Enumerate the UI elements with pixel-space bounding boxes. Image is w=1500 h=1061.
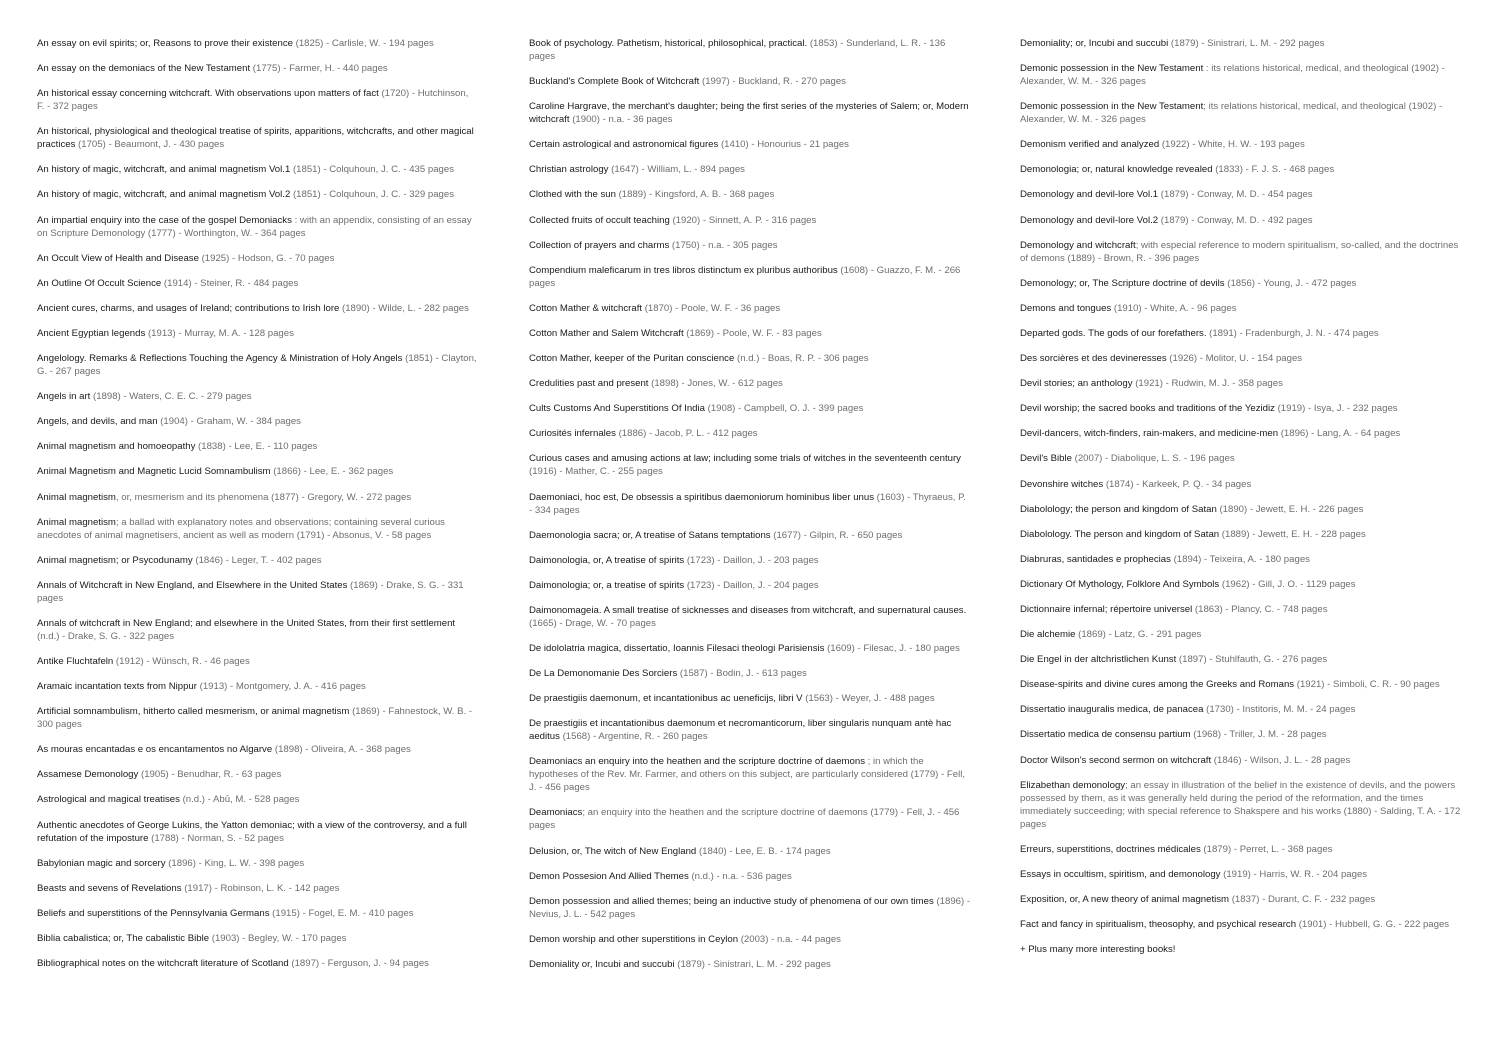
book-details: (1910) - White, A. - 96 pages <box>1111 302 1237 314</box>
book-entry <box>529 491 971 517</box>
book-title: Dictionary Of Mythology, Folklore And Symbols <box>1020 578 1220 590</box>
book-entry <box>529 452 971 478</box>
book-title: Demonology and devil-lore Vol.2 <box>1020 214 1159 226</box>
book-title: Angelology. Remarks & Reflections Touching the Agency & Ministration of Holy Angels <box>37 353 403 365</box>
book-details: (1851) - Clayton, G. - 267 pages <box>37 353 477 378</box>
book-column-2 <box>529 37 971 983</box>
book-title: Devil worship; the sacred books and traditions of the Yezidiz <box>1020 403 1275 415</box>
book-details: (1603) - Thyraeus, P. - 334 pages <box>529 491 966 516</box>
book-entry <box>37 125 477 151</box>
book-title: Antike Fluchtafeln <box>37 655 114 667</box>
book-entry <box>1020 653 1462 666</box>
book-details: (1853) - Sunderland, L. R. - 136 pages <box>529 38 946 62</box>
book-details: (1900) - n.a. - 36 pages <box>569 114 673 126</box>
book-details: (1838) - Lee, E. - 110 pages <box>195 441 318 453</box>
book-entry <box>529 579 971 592</box>
book-title: Animal Magnetism and Magnetic Lucid Somnambulism <box>37 466 271 478</box>
book-title: Des sorcières et des devineresses <box>1020 353 1167 365</box>
book-entry <box>1020 528 1462 541</box>
book-entry <box>37 87 477 113</box>
book-entry <box>1020 678 1462 691</box>
book-details: (1962) - Gill, J. O. - 1129 pages <box>1219 578 1356 590</box>
book-entry <box>37 743 477 756</box>
book-title: Astrological and magical treatises <box>37 794 180 806</box>
book-title: Demonology and devil-lore Vol.1 <box>1020 189 1159 201</box>
book-entry <box>37 957 477 970</box>
book-title: Buckland's Complete Book of Witchcraft <box>529 76 700 88</box>
book-details: (1901) - Hubbell, G. G. - 222 pages <box>1296 919 1450 930</box>
book-details: (1886) - Jacob, P. L. - 412 pages <box>615 428 758 440</box>
book-title: Demonism verified and analyzed <box>1020 139 1160 151</box>
book-title: Dissertatio inauguralis medica, de panacea <box>1020 704 1204 716</box>
book-entry <box>529 642 971 655</box>
book-entry <box>37 579 477 605</box>
book-details: (1856) - Young, J. - 472 pages <box>1224 277 1357 289</box>
book-title: Cotton Mather & witchcraft <box>529 302 643 314</box>
book-details: (1897) - Ferguson, J. - 94 pages <box>288 958 429 969</box>
book-details: (1891) - Fradenburgh, J. N. - 474 pages <box>1206 327 1379 339</box>
book-entry <box>37 163 477 176</box>
book-title: Devil's Bible <box>1020 453 1072 465</box>
book-entry <box>37 857 477 870</box>
book-title: Erreurs, superstitions, doctrines médicales <box>1020 843 1201 855</box>
book-title: Demonologia; or, natural knowledge revealed <box>1020 164 1213 176</box>
book-details: (1890) - Wilde, L. - 282 pages <box>339 302 469 314</box>
book-details: (1665) - Drage, W. - 70 pages <box>529 617 656 629</box>
book-title: An historical essay concerning witchcraft. With observations upon matters of fact <box>37 88 379 100</box>
book-title: Credulities past and present <box>529 378 649 390</box>
book-title: Animal magnetism; or Psycodunamy <box>37 554 193 566</box>
book-title: Diabolology. The person and kingdom of Satan <box>1020 528 1220 540</box>
book-entry <box>529 845 971 858</box>
book-title: Demonic possession in the New Testament <box>1020 63 1204 75</box>
book-title: Daemonologia sacra; or, A treatise of Satans temptations <box>529 529 771 541</box>
book-title: An historical, physiological and theological treatise of spirits, apparitions, witchcrafts, and other magical practices <box>37 126 474 151</box>
book-details: (1869) - Poole, W. F. - 83 pages <box>683 327 822 339</box>
book-entry <box>529 554 971 567</box>
book-title: Demon worship and other superstitions in Ceylon <box>529 933 739 945</box>
book-entry <box>529 214 971 227</box>
book-title: Doctor Wilson's second sermon on witchcraft <box>1020 754 1212 766</box>
book-details: ; in which the hypotheses of the Rev. Mr. Farmer, and others on this subject, are particularly considered (1779) - Fell, J. - 456 pages <box>529 756 966 794</box>
book-details: (1608) - Guazzo, F. M. - 266 pages <box>529 264 961 289</box>
book-details: (n.d.) - Boas, R. P. - 306 pages <box>734 353 869 365</box>
book-details: (1922) - White, H. W. - 193 pages <box>1159 139 1305 151</box>
book-column-1 <box>37 37 477 982</box>
book-details: ; a ballad with explanatory notes and observations; containing several curious anecdotes of animal magnetisers, ancient as well as modern (1791) - Absonus, V. - 58 pages <box>37 516 445 541</box>
book-title: Cotton Mather, keeper of the Puritan conscience <box>529 353 735 365</box>
book-details: (1788) - Norman, S. - 52 pages <box>148 832 284 844</box>
book-title: Annals of witchcraft in New England; and elsewhere in the United States, from their first settlement <box>37 617 456 629</box>
book-title: Ancient cures, charms, and usages of Ireland; contributions to Irish lore <box>37 302 340 314</box>
book-entry <box>1020 352 1462 365</box>
book-entry <box>37 491 477 504</box>
book-entry <box>37 188 477 201</box>
book-title: Die alchemie <box>1020 629 1076 641</box>
book-entry <box>529 870 971 883</box>
book-entry <box>37 252 477 265</box>
book-title: Beasts and sevens of Revelations <box>37 882 182 894</box>
book-entry <box>529 529 971 542</box>
book-entry <box>37 352 477 378</box>
book-details: (1846) - Leger, T. - 402 pages <box>192 554 322 566</box>
book-title: Bibliographical notes on the witchcraft literature of Scotland <box>37 958 289 969</box>
book-entry <box>529 163 971 176</box>
book-entry <box>529 692 971 705</box>
book-title: De praestigiis et incantationibus daemonum et necromanticorum, liber singularis nunquam antè hac aeditus <box>529 718 952 743</box>
book-title: An essay on evil spirits; or, Reasons to prove their existence <box>37 38 293 49</box>
book-title: Deamoniacs <box>529 807 583 819</box>
book-entry <box>1020 868 1462 881</box>
book-title: Beliefs and superstitions of the Pennsylvania Germans <box>37 907 270 919</box>
book-entry <box>1020 779 1462 831</box>
book-details: (1916) - Mather, C. - 255 pages <box>529 466 663 478</box>
book-entry <box>37 302 477 315</box>
book-entry <box>37 617 477 643</box>
book-details: (1925) - Hodson, G. - 70 pages <box>198 252 335 264</box>
book-details: , or, mesmerism and its phenomena (1877) - Gregory, W. - 272 pages <box>115 491 412 503</box>
book-details: (1833) - F. J. S. - 468 pages <box>1212 164 1335 176</box>
book-title: Daemoniaci, hoc est, De obsessis a spiritibus daemoniorum hominibus liber unus <box>529 491 875 503</box>
book-entry <box>1020 603 1462 616</box>
book-entry <box>529 138 971 151</box>
book-entry <box>1020 188 1462 201</box>
book-entry <box>1020 327 1462 340</box>
book-title: Artificial somnambulism, hitherto called mesmerism, or animal magnetism <box>37 706 350 718</box>
book-title: Daimonologia; or, a treatise of spirits <box>529 579 685 591</box>
book-details: (1903) - Begley, W. - 170 pages <box>209 932 347 944</box>
book-title: Disease-spirits and divine cures among the Greeks and Romans <box>1020 679 1295 691</box>
book-details: (1889) - Jewett, E. H. - 228 pages <box>1219 528 1366 540</box>
book-entry <box>529 37 971 63</box>
book-details: (1968) - Triller, J. M. - 28 pages <box>1190 729 1327 741</box>
book-details: (1647) - William, L. - 894 pages <box>608 164 745 176</box>
book-entry <box>1020 703 1462 716</box>
book-details: (1775) - Farmer, H. - 440 pages <box>250 63 388 75</box>
book-details: (1997) - Buckland, R. - 270 pages <box>699 76 846 88</box>
book-entry <box>1020 214 1462 227</box>
book-details: (1912) - Wünsch, R. - 46 pages <box>113 655 250 667</box>
book-entry <box>1020 918 1462 931</box>
book-entry <box>1020 302 1462 315</box>
book-details: ; an enquiry into the heathen and the scripture doctrine of daemons (1779) - Fell, J. - 456 pages <box>529 807 960 832</box>
book-title: Book of psychology. Pathetism, historical, philosophical, practical. <box>529 38 808 49</box>
book-details: (1869) - Drake, S. G. - 331 pages <box>37 579 464 604</box>
book-entry <box>37 277 477 290</box>
book-entry <box>37 554 477 567</box>
book-details: (1898) - Waters, C. E. C. - 279 pages <box>90 391 252 403</box>
book-entry <box>37 415 477 428</box>
book-title: An essay on the demoniacs of the New Testament <box>37 63 251 75</box>
book-title: Devil-dancers, witch-finders, rain-makers, and medicine-men <box>1020 428 1279 440</box>
book-entry <box>1020 37 1462 50</box>
book-title: Ancient Egyptian legends <box>37 327 146 339</box>
book-entry <box>37 680 477 693</box>
book-details: (1840) - Lee, E. B. - 174 pages <box>696 845 831 857</box>
book-details: (1919) - Harris, W. R. - 204 pages <box>1220 868 1368 880</box>
book-title: As mouras encantadas e os encantamentos no Algarve <box>37 744 273 756</box>
book-entry <box>529 402 971 415</box>
book-entry <box>529 933 971 946</box>
book-title: Demonic possession in the New Testament <box>1020 101 1204 113</box>
book-details: (1730) - Institoris, M. M. - 24 pages <box>1203 704 1356 716</box>
book-entry <box>37 37 477 50</box>
book-entry <box>529 895 971 921</box>
book-title: Demons and tongues <box>1020 302 1112 314</box>
book-title: Collection of prayers and charms <box>529 239 670 251</box>
book-details: (1677) - Gilpin, R. - 650 pages <box>770 529 903 541</box>
book-details: (1898) - Oliveira, A. - 368 pages <box>272 744 411 756</box>
book-details: (1904) - Graham, W. - 384 pages <box>157 416 301 428</box>
book-entry <box>37 907 477 920</box>
book-details: (1896) - King, L. W. - 398 pages <box>165 857 305 869</box>
book-entry <box>1020 239 1462 265</box>
book-entry <box>529 327 971 340</box>
book-title: Babylonian magic and sorcery <box>37 857 166 869</box>
book-entry <box>529 188 971 201</box>
book-details: (1921) - Rudwin, M. J. - 358 pages <box>1132 378 1283 390</box>
book-entry <box>37 327 477 340</box>
book-entry <box>1020 843 1462 856</box>
book-details: (1914) - Steiner, R. - 484 pages <box>161 277 299 289</box>
book-details: (1846) - Wilson, J. L. - 28 pages <box>1211 754 1351 766</box>
book-details: (1879) - Perret, L. - 368 pages <box>1200 843 1333 855</box>
book-details: (1898) - Jones, W. - 612 pages <box>648 378 783 390</box>
book-entry <box>37 768 477 781</box>
book-details: (1750) - n.a. - 305 pages <box>669 239 778 251</box>
book-title: De praestigiis daemonum, et incantationibus ac ueneficijs, libri V <box>529 693 803 705</box>
book-entry <box>37 465 477 478</box>
book-title: Delusion, or, The witch of New England <box>529 845 697 857</box>
book-details: (1921) - Simboli, C. R. - 90 pages <box>1294 679 1440 691</box>
book-entry <box>37 882 477 895</box>
book-title: Essays in occultism, spiritism, and demonology <box>1020 868 1221 880</box>
book-details: (1896) - Nevius, J. L. - 542 pages <box>529 895 971 920</box>
book-entry <box>529 264 971 290</box>
book-details: (1723) - Daillon, J. - 204 pages <box>684 579 819 591</box>
book-details: (1889) - Kingsford, A. B. - 368 pages <box>615 189 775 201</box>
book-details: : with an appendix, consisting of an essay on Scripture Demonology (1777) - Worthington, W. - 364 pages <box>37 214 472 239</box>
book-title: Demonology; or, The Scripture doctrine of devils <box>1020 277 1225 289</box>
book-details: (1908) - Campbell, O. J. - 399 pages <box>704 403 864 415</box>
book-title: Devonshire witches <box>1020 478 1104 490</box>
book-entry <box>529 717 971 743</box>
book-entry <box>529 755 971 794</box>
book-entry <box>529 100 971 126</box>
book-title: Angels, and devils, and man <box>37 416 158 428</box>
book-details: (2003) - n.a. - 44 pages <box>738 933 841 945</box>
book-details: (1879) - Conway, M. D. - 492 pages <box>1158 214 1313 226</box>
book-title: Clothed with the sun <box>529 189 616 201</box>
book-entry <box>1020 163 1462 176</box>
book-entry <box>529 958 971 971</box>
book-entry <box>1020 893 1462 906</box>
book-details: (1720) - Hutchinson, F. - 372 pages <box>37 88 469 113</box>
book-entry <box>529 377 971 390</box>
book-entry <box>37 62 477 75</box>
book-title: Diabolology; the person and kingdom of Satan <box>1020 503 1217 515</box>
book-title: Exposition, or, A new theory of animal magnetism <box>1020 893 1230 905</box>
book-details: (1587) - Bodin, J. - 613 pages <box>677 668 807 680</box>
book-details: (1863) - Plancy, C. - 748 pages <box>1192 603 1328 615</box>
book-entry <box>1020 377 1462 390</box>
book-column-3 <box>1020 37 1462 968</box>
book-entry <box>1020 478 1462 491</box>
book-entry <box>529 667 971 680</box>
book-entry <box>1020 754 1462 767</box>
book-entry <box>37 655 477 668</box>
book-entry <box>529 427 971 440</box>
book-entry <box>529 75 971 88</box>
book-entry <box>529 352 971 365</box>
book-title: Angels in art <box>37 391 91 403</box>
book-details: (n.d.) - Abū, M. - 528 pages <box>179 794 300 806</box>
book-title: Collected fruits of occult teaching <box>529 214 670 226</box>
book-title: Aramaic incantation texts from Nippur <box>37 681 197 693</box>
book-details: (1410) - Honourius - 21 pages <box>718 139 849 151</box>
book-details: (1851) - Colquhoun, J. C. - 329 pages <box>290 189 455 201</box>
book-title: Demon Possesion And Allied Themes <box>529 870 689 882</box>
book-entry <box>1020 277 1462 290</box>
book-title: Authentic anecdotes of George Lukins, the Yatton demoniac; with a view of the controversy, and a full refutation of the imposture <box>37 819 467 844</box>
book-title: Die Engel in der altchristlichen Kunst <box>1020 654 1177 666</box>
book-entry <box>529 302 971 315</box>
book-details: (1879) - Sinistrari, L. M. - 292 pages <box>1168 38 1325 49</box>
book-title: Animal magnetism <box>37 491 116 503</box>
book-entry <box>1020 100 1462 126</box>
book-title: Cotton Mather and Salem Witchcraft <box>529 327 684 339</box>
book-title: Dictionnaire infernal; répertoire universel <box>1020 603 1193 615</box>
book-title: An impartial enquiry into the case of the gospel Demoniacks <box>37 214 292 226</box>
book-details: (1879) - Conway, M. D. - 454 pages <box>1158 189 1313 201</box>
book-entry <box>37 932 477 945</box>
book-entry <box>1020 427 1462 440</box>
book-details: (1890) - Jewett, E. H. - 226 pages <box>1216 503 1364 515</box>
book-entry <box>1020 503 1462 516</box>
book-entry <box>529 604 971 630</box>
book-entry <box>37 390 477 403</box>
book-title: Demoniality or, Incubi and succubi <box>529 958 675 970</box>
book-title: An Outline Of Occult Science <box>37 277 162 289</box>
book-details: (1874) - Karkeek, P. Q. - 34 pages <box>1103 478 1252 490</box>
book-details: (1917) - Robinson, L. K. - 142 pages <box>181 882 340 894</box>
book-details: (2007) - Diabolique, L. S. - 196 pages <box>1071 453 1235 465</box>
book-entry <box>37 214 477 240</box>
book-title: Curiosités infernales <box>529 428 616 440</box>
book-details: (1851) - Colquhoun, J. C. - 435 pages <box>290 164 455 176</box>
book-entry <box>1020 452 1462 465</box>
book-title: Dissertatio medica de consensu partium <box>1020 729 1191 741</box>
book-title: Christian astrology <box>529 164 609 176</box>
book-entry <box>37 440 477 453</box>
book-details: (1869) - Fahnestock, W. B. - 300 pages <box>37 706 473 731</box>
book-title: Certain astrological and astronomical figures <box>529 139 719 151</box>
book-details: (1913) - Montgomery, J. A. - 416 pages <box>196 681 366 693</box>
book-details: (1905) - Benudhar, R. - 63 pages <box>138 769 282 781</box>
book-details: ; with especial reference to modern spiritualism, so-called, and the doctrines of demons (1889) - Brown, R. - 396 pages <box>1020 239 1459 264</box>
book-title: Devil stories; an anthology <box>1020 378 1133 390</box>
book-title: Diabruras, santidades e prophecias <box>1020 553 1171 565</box>
book-details: (1915) - Fogel, E. M. - 410 pages <box>269 907 414 919</box>
book-title: Biblia cabalistica; or, The cabalistic Bible <box>37 932 210 944</box>
book-details: (1837) - Durant, C. F. - 232 pages <box>1229 893 1376 905</box>
book-title: Annals of Witchcraft in New England, and Elsewhere in the United States <box>37 579 348 591</box>
book-title: Assamese Demonology <box>37 769 139 781</box>
book-details: : its relations historical, medical, and theological (1902) - Alexander, W. M. - 326 pages <box>1020 63 1445 88</box>
book-details: ; its relations historical, medical, and theological (1902) - Alexander, W. M. - 326 pages <box>1020 101 1443 126</box>
book-title: Demon possession and allied themes; being an inductive study of phenomena of our own times <box>529 895 934 907</box>
book-title: Caroline Hargrave, the merchant's daughter; being the first series of the mysteries of Salem; or, Modern witchcraft <box>529 101 969 126</box>
book-details: (1869) - Latz, G. - 291 pages <box>1075 629 1202 641</box>
book-title: Daimonomageia. A small treatise of sicknesses and diseases from witchcraft, and supernatural causes. <box>529 604 967 616</box>
book-title: Deamoniacs an enquiry into the heathen and the scripture doctrine of daemons <box>529 756 865 768</box>
book-details: (1609) - Filesac, J. - 180 pages <box>824 642 960 654</box>
book-details: (n.d.) - n.a. - 536 pages <box>688 870 792 882</box>
book-entry <box>1020 728 1462 741</box>
more-books-note: + Plus many more interesting books! <box>1020 944 1176 956</box>
book-details: (n.d.) - Drake, S. G. - 322 pages <box>37 630 175 642</box>
book-details: (1919) - Isya, J. - 232 pages <box>1274 403 1398 415</box>
book-entry <box>37 516 477 542</box>
book-title: Animal magnetism and homoeopathy <box>37 441 196 453</box>
book-title: Demonology and witchcraft <box>1020 239 1136 251</box>
book-entry <box>37 705 477 731</box>
book-details: (1866) - Lee, E. - 362 pages <box>270 466 394 478</box>
book-title: An history of magic, witchcraft, and animal magnetism Vol.1 <box>37 164 291 176</box>
book-title: An Occult View of Health and Disease <box>37 252 199 264</box>
book-entry <box>1020 402 1462 415</box>
book-title: Demoniality; or, Incubi and succubi <box>1020 38 1169 49</box>
book-details: ; an essay in illustration of the belief in the existence of devils, and the powers possessed by them, as it was generally held during the period of the reformation, and the times immediately succeeding; with special reference to Shakspere and his works (1880) - Salding, T. A. - 172 pages <box>1020 779 1461 830</box>
book-entry <box>1020 138 1462 151</box>
book-details: (1568) - Argentine, R. - 260 pages <box>559 731 708 743</box>
book-title: Animal magnetism <box>37 516 116 528</box>
book-title: An history of magic, witchcraft, and animal magnetism Vol.2 <box>37 189 291 201</box>
book-details: (1894) - Teixeira, A. - 180 pages <box>1170 553 1310 565</box>
book-entry <box>529 806 971 832</box>
book-title: Fact and fancy in spiritualism, theosophy, and psychical research <box>1020 919 1297 930</box>
book-details: (1879) - Sinistrari, L. M. - 292 pages <box>674 958 831 970</box>
book-details: (1723) - Daillon, J. - 203 pages <box>684 554 819 566</box>
book-details: (1896) - Lang, A. - 64 pages <box>1278 428 1401 440</box>
book-title: Cults Customs And Superstitions Of India <box>529 403 705 415</box>
book-title: Daimonologia, or, A treatise of spirits <box>529 554 685 566</box>
book-title: Compendium maleficarum in tres libros distinctum ex pluribus authoribus <box>529 264 838 276</box>
book-title: Curious cases and amusing actions at law; including some trials of witches in the seventeenth century <box>529 453 961 465</box>
book-details: (1563) - Weyer, J. - 488 pages <box>802 693 935 705</box>
book-entry <box>37 819 477 845</box>
book-entry <box>1020 578 1462 591</box>
book-entry <box>1020 628 1462 641</box>
book-details: (1897) - Stuhlfauth, G. - 276 pages <box>1176 654 1328 666</box>
book-details: (1825) - Carlisle, W. - 194 pages <box>292 38 434 49</box>
book-details: (1913) - Murray, M. A. - 128 pages <box>145 327 294 339</box>
book-entry <box>1020 553 1462 566</box>
book-entry <box>37 793 477 806</box>
book-title: De idololatria magica, dissertatio, Ioannis Filesaci theologi Parisiensis <box>529 642 825 654</box>
book-title: Departed gods. The gods of our forefathers. <box>1020 327 1207 339</box>
book-entry <box>1020 62 1462 88</box>
book-title: De La Demonomanie Des Sorciers <box>529 668 678 680</box>
book-details: (1926) - Molitor, U. - 154 pages <box>1166 353 1303 365</box>
book-details: (1920) - Sinnett, A. P. - 316 pages <box>669 214 817 226</box>
book-title: Elizabethan demonology <box>1020 779 1126 791</box>
book-details: (1870) - Poole, W. F. - 36 pages <box>642 302 781 314</box>
book-details: (1705) - Beaumont, J. - 430 pages <box>75 139 225 151</box>
book-entry <box>529 239 971 252</box>
